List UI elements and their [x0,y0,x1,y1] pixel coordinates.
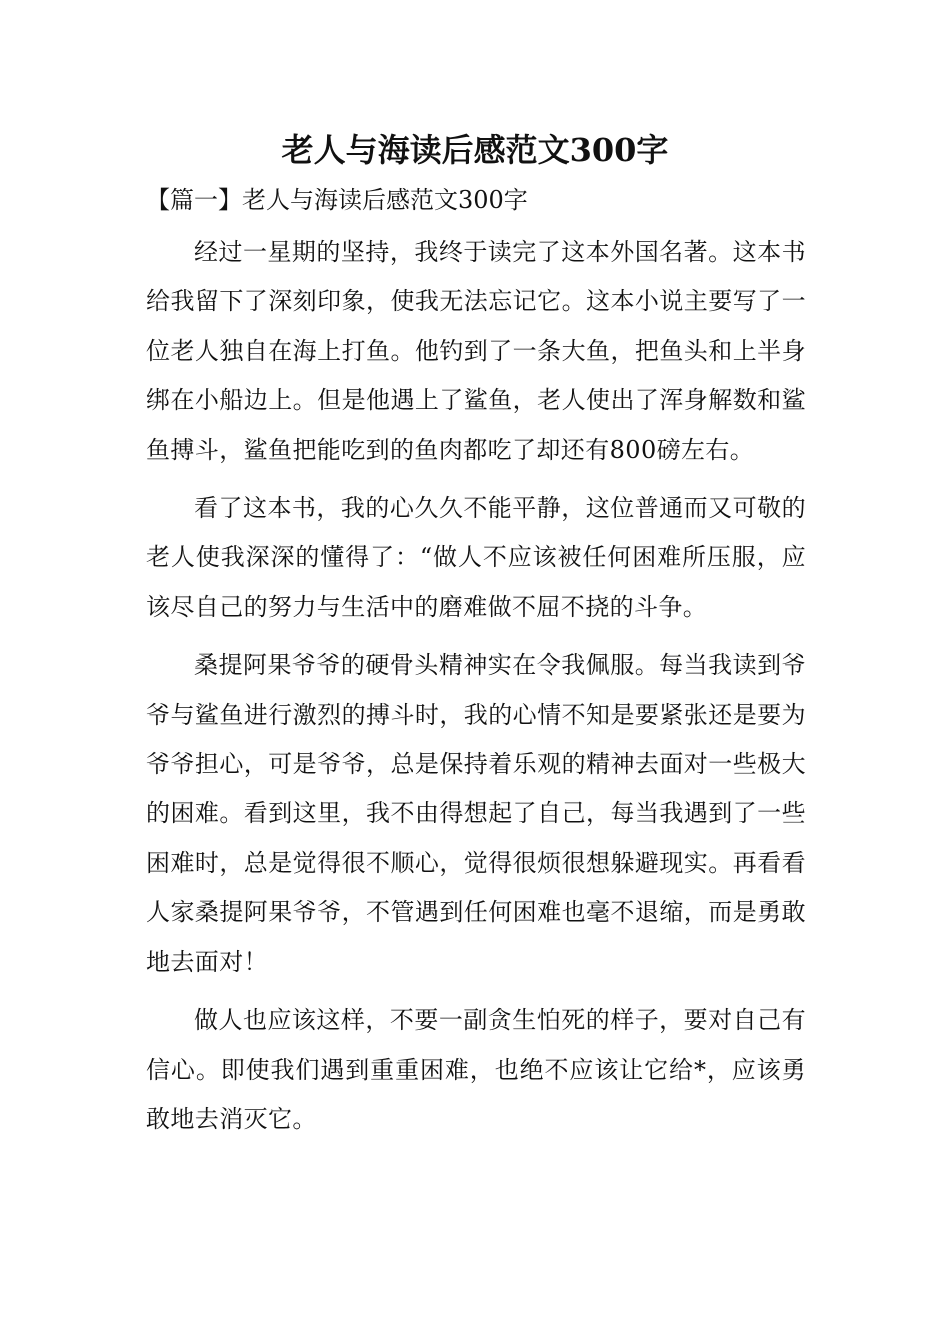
paragraph-2: 看了这本书，我的心久久不能平静，这位普通而又可敬的老人使我深深的懂得了：“做人不应该被任何困难所压服，应该尽自己的努力与生活中的磨难做不屈不挠的斗争。 [146,494,806,621]
paragraph-3: 桑提阿果爷爷的硬骨头精神实在令我佩服。每当我读到爷爷与鲨鱼进行激烈的搏斗时，我的心情不知是要紧张还是要为爷爷担心，可是爷爷，总是保持着乐观的精神去面对一些极大的困难。看到这里，我不由得想起了自己，每当我遇到了一些困难时，总是觉得很不顺心，觉得很烦很想躲避现实。再看看人家桑提阿果爷爷，不管遇到任何困难也毫不退缩，而是勇敢地去面对！ [146,651,806,976]
paragraph-1: 经过一星期的坚持，我终于读完了这本外国名著。这本书给我留下了深刻印象，使我无法忘记它。这本小说主要写了一位老人独自在海上打鱼。他钓到了一条大鱼，把鱼头和上半身绑在小船边上。但是他遇上了鲨鱼，老人使出了浑身解数和鲨鱼搏斗，鲨鱼把能吃到的鱼肉都吃了却还有800磅左右。 [146,238,806,464]
paragraph-4: 做人也应该这样，不要一副贪生怕死的样子，要对自己有信心。即使我们遇到重重困难，也绝不应该让它给*，应该勇敢地去消灭它。 [146,1006,806,1133]
section-heading: 【篇一】老人与海读后感范文300字 [146,186,528,214]
document-title: 老人与海读后感范文300字 [281,131,669,169]
document-body [146,228,806,1153]
